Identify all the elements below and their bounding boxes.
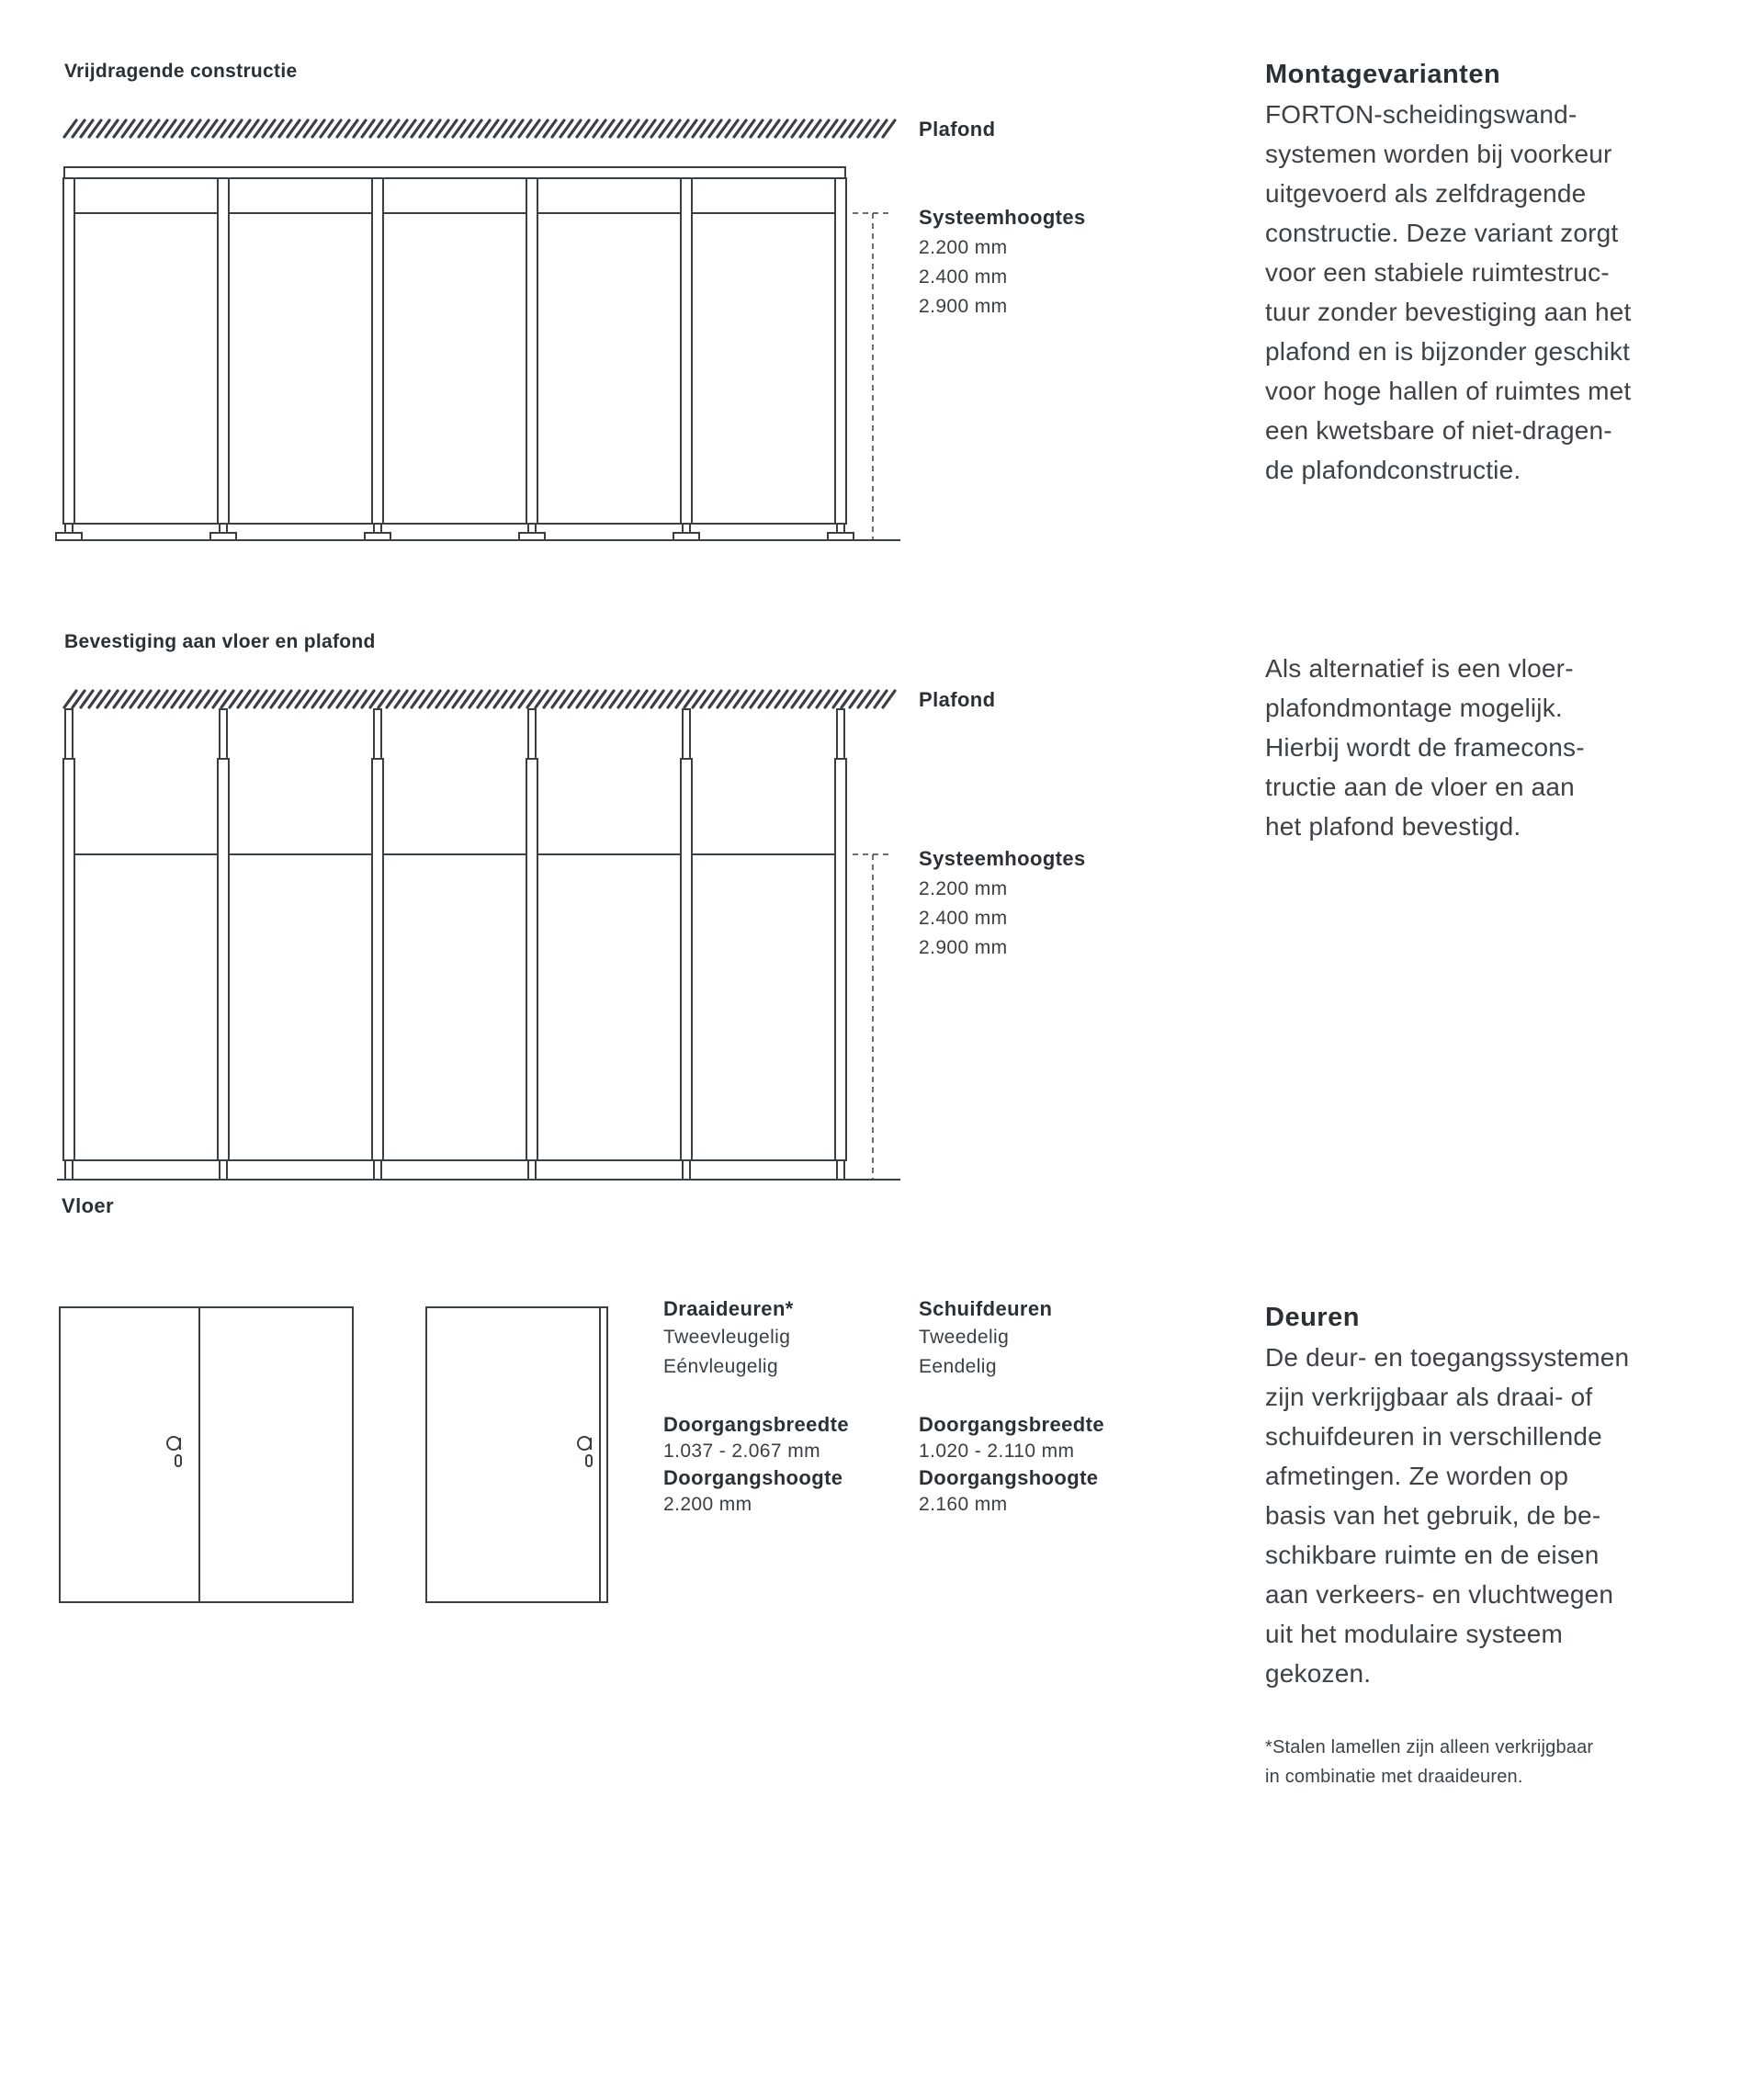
ceiling-rod — [374, 709, 381, 759]
frame-post — [681, 759, 692, 1160]
alternative-body: Als alternatief is een vloer- plafondmontage mogelijk. Hierbij wordt de framecons- tructie aan de vloer en aan het plafond bevestigd. — [1265, 654, 1585, 841]
door-type: Tweevleugelig — [663, 1327, 791, 1348]
passage-height-value: 2.200 mm — [663, 1494, 752, 1515]
sliding-doors-title: Schuifdeuren — [919, 1297, 1053, 1320]
passage-width-title: Doorgangsbreedte — [919, 1413, 1104, 1436]
montage-title: Montagevarianten — [1265, 60, 1501, 89]
height-value: 2.400 mm — [919, 266, 1008, 288]
ceiling-rod — [528, 709, 536, 759]
heights-block — [919, 847, 1086, 963]
swing-doors-title: Draaideuren* — [663, 1297, 794, 1320]
height-value: 2.200 mm — [919, 878, 1008, 899]
ceiling-rod — [683, 709, 690, 759]
frame-post — [526, 759, 537, 1160]
door-handle-icon — [167, 1437, 180, 1450]
height-value: 2.900 mm — [919, 296, 1008, 317]
doors-body: De deur- en toegangssystemen zijn verkrijgbaar als draai- of schuifdeuren in verschillende afmetingen. Ze worden op basis van het gebruik, de be- schikbare ruimte en de eisen aan verkeers- en vluchtwegen uit het modulaire systeem gekozen. — [1265, 1343, 1630, 1688]
height-value: 2.900 mm — [919, 937, 1008, 958]
swing-door-specs — [663, 1297, 902, 1520]
frame-post — [372, 759, 383, 1160]
ceiling-rod — [220, 709, 227, 759]
door-handle-icon — [578, 1437, 591, 1450]
passage-width-value: 1.037 - 2.067 mm — [663, 1441, 820, 1462]
heights-title: Systeemhoogtes — [919, 206, 1086, 229]
door-type: Eendelig — [919, 1356, 997, 1377]
ceiling-rod — [65, 709, 73, 759]
keyhole-icon — [175, 1455, 181, 1466]
height-value: 2.200 mm — [919, 237, 1008, 258]
passage-width-title: Doorgangsbreedte — [663, 1413, 849, 1436]
keyhole-icon — [586, 1455, 592, 1466]
frame-post — [835, 759, 846, 1160]
door-type: Tweedelig — [919, 1327, 1010, 1348]
ceiling-label: Plafond — [919, 118, 996, 141]
passage-height-value: 2.160 mm — [919, 1494, 1008, 1515]
freestanding-title: Vrijdragende constructie — [64, 61, 298, 82]
ceiling-rod — [837, 709, 844, 759]
floor-ceiling-title: Bevestiging aan vloer en plafond — [64, 631, 376, 652]
heights-title: Systeemhoogtes — [919, 847, 1086, 870]
floor-label: Vloer — [62, 1194, 115, 1217]
single-door-drawing — [423, 1303, 625, 1606]
frame-post — [218, 759, 229, 1160]
double-door-drawing — [55, 1303, 358, 1606]
passage-width-value: 1.020 - 2.110 mm — [919, 1441, 1075, 1462]
frame-post — [63, 759, 74, 1160]
height-dimension-line — [853, 854, 891, 1180]
doors-title: Deuren — [1265, 1303, 1360, 1332]
footnote: *Stalen lamellen zijn alleen verkrijgbaar in combinatie met draaideuren. — [1265, 1737, 1594, 1787]
passage-height-title: Doorgangshoogte — [663, 1466, 843, 1489]
ceiling-hatch — [64, 691, 895, 707]
door-type: Eénvleugelig — [663, 1356, 779, 1377]
montage-body: FORTON-scheidingswand- systemen worden bij voorkeur uitgevoerd als zelfdragende constructie. Deze variant zorgt voor een stabiele ruimtestruc- tuur zonder bevestiging aan het plafond en is bijzonder geschikt voor hoge hallen of ruimtes met een kwetsbare of niet-dragen- de plafondconstructie. — [1265, 100, 1632, 484]
sliding-door-specs — [919, 1297, 1158, 1520]
passage-height-title: Doorgangshoogte — [919, 1466, 1099, 1489]
ceiling-label: Plafond — [919, 688, 996, 711]
height-value: 2.400 mm — [919, 908, 1008, 929]
